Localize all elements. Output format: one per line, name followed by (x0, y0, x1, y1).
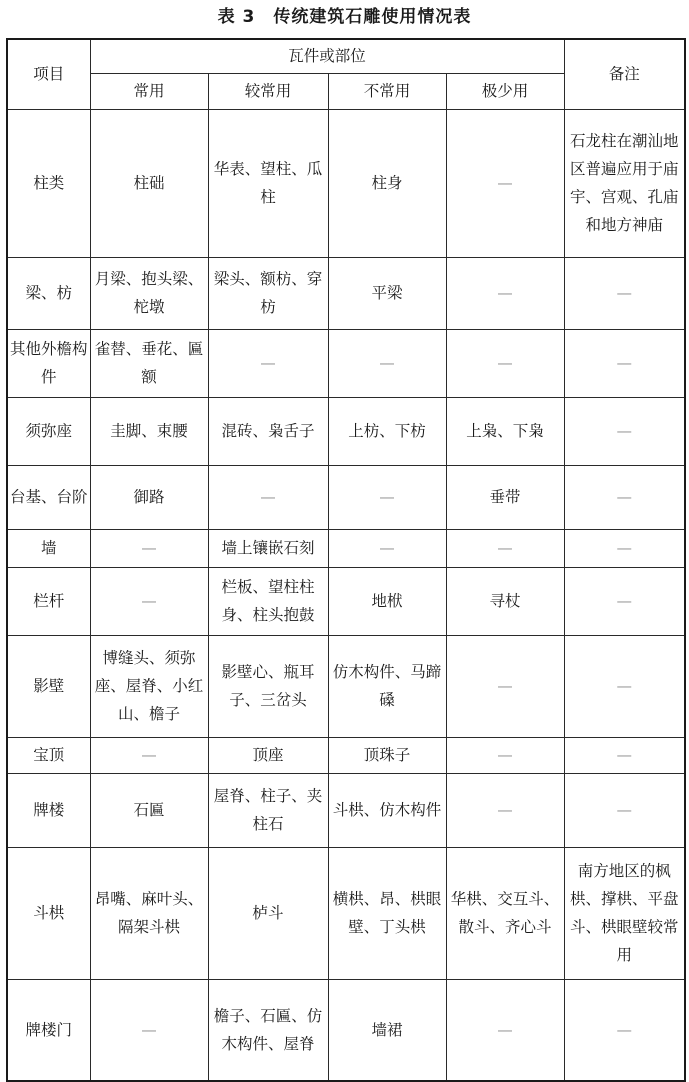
cell-uncommon: 斗栱、仿木构件 (328, 773, 446, 847)
cell-item: 栏杆 (7, 567, 90, 635)
cell-fairly-common: 顶座 (208, 737, 328, 773)
cell-common: 雀替、垂花、匾额 (90, 329, 208, 397)
cell-fairly-common: 栏板、望柱柱身、柱头抱鼓 (208, 567, 328, 635)
cell-common: 昂嘴、麻叶头、隔架斗栱 (90, 847, 208, 979)
cell-note: — (564, 737, 685, 773)
cell-uncommon: — (328, 529, 446, 567)
cell-fairly-common: — (208, 329, 328, 397)
cell-rare: — (446, 737, 564, 773)
cell-item: 斗栱 (7, 847, 90, 979)
cell-uncommon: 仿木构件、马蹄磉 (328, 635, 446, 737)
cell-uncommon: 横栱、昂、栱眼壁、丁头栱 (328, 847, 446, 979)
cell-common: 石匾 (90, 773, 208, 847)
cell-uncommon: 顶珠子 (328, 737, 446, 773)
cell-common: 圭脚、束腰 (90, 397, 208, 465)
cell-note: — (564, 635, 685, 737)
cell-item: 梁、枋 (7, 257, 90, 329)
cell-note: — (564, 979, 685, 1081)
header-col-fairly-common: 较常用 (208, 73, 328, 109)
cell-common: — (90, 979, 208, 1081)
table-row (7, 257, 685, 329)
header-row-1 (7, 39, 685, 73)
header-item: 项目 (7, 39, 90, 109)
cell-note: — (564, 567, 685, 635)
cell-common: 御路 (90, 465, 208, 529)
table-row (7, 737, 685, 773)
cell-note: 石龙柱在潮汕地区普遍应用于庙宇、宫观、孔庙和地方神庙 (564, 109, 685, 257)
cell-rare: 华栱、交互斗、散斗、齐心斗 (446, 847, 564, 979)
cell-item: 宝顶 (7, 737, 90, 773)
cell-common: 博缝头、须弥座、屋脊、小红山、檐子 (90, 635, 208, 737)
stone-carving-table (6, 38, 686, 1082)
cell-fairly-common: — (208, 465, 328, 529)
cell-note: — (564, 397, 685, 465)
cell-note: — (564, 529, 685, 567)
cell-common: 月梁、抱头梁、柁墩 (90, 257, 208, 329)
cell-item: 台基、台阶 (7, 465, 90, 529)
cell-rare: — (446, 979, 564, 1081)
cell-common: — (90, 529, 208, 567)
cell-fairly-common: 华表、望柱、瓜柱 (208, 109, 328, 257)
cell-note: 南方地区的枫栱、撑栱、平盘斗、栱眼壁较常用 (564, 847, 685, 979)
cell-fairly-common: 混砖、枭舌子 (208, 397, 328, 465)
cell-rare: — (446, 109, 564, 257)
table-row (7, 397, 685, 465)
cell-note: — (564, 329, 685, 397)
cell-item: 须弥座 (7, 397, 90, 465)
cell-uncommon: 地栿 (328, 567, 446, 635)
cell-common: — (90, 567, 208, 635)
cell-rare: — (446, 529, 564, 567)
header-col-uncommon: 不常用 (328, 73, 446, 109)
table-row (7, 773, 685, 847)
cell-note: — (564, 257, 685, 329)
table-row (7, 567, 685, 635)
cell-fairly-common: 影壁心、瓶耳子、三岔头 (208, 635, 328, 737)
cell-fairly-common: 屋脊、柱子、夹柱石 (208, 773, 328, 847)
cell-uncommon: 墙裙 (328, 979, 446, 1081)
cell-common: 柱础 (90, 109, 208, 257)
cell-rare: — (446, 635, 564, 737)
cell-item: 牌楼门 (7, 979, 90, 1081)
cell-rare: — (446, 773, 564, 847)
cell-rare: 上枭、下枭 (446, 397, 564, 465)
table-row (7, 109, 685, 257)
table-row (7, 465, 685, 529)
cell-uncommon: 柱身 (328, 109, 446, 257)
cell-fairly-common: 梁头、额枋、穿枋 (208, 257, 328, 329)
table-row (7, 329, 685, 397)
cell-item: 牌楼 (7, 773, 90, 847)
cell-uncommon: 平梁 (328, 257, 446, 329)
cell-rare: — (446, 329, 564, 397)
cell-note: — (564, 465, 685, 529)
table-row (7, 635, 685, 737)
cell-common: — (90, 737, 208, 773)
cell-item: 柱类 (7, 109, 90, 257)
cell-fairly-common: 栌斗 (208, 847, 328, 979)
cell-fairly-common: 墙上镶嵌石刻 (208, 529, 328, 567)
header-col-common: 常用 (90, 73, 208, 109)
cell-rare: 垂带 (446, 465, 564, 529)
cell-uncommon: — (328, 329, 446, 397)
cell-uncommon: 上枋、下枋 (328, 397, 446, 465)
table-title: 表 3 传统建筑石雕使用情况表 (217, 7, 472, 27)
cell-item: 其他外檐构件 (7, 329, 90, 397)
cell-rare: — (446, 257, 564, 329)
table-row (7, 847, 685, 979)
cell-item: 墙 (7, 529, 90, 567)
cell-uncommon: — (328, 465, 446, 529)
header-note: 备注 (564, 39, 685, 109)
header-col-rare: 极少用 (446, 73, 564, 109)
table-row (7, 529, 685, 567)
table-row (7, 979, 685, 1081)
cell-item: 影壁 (7, 635, 90, 737)
header-group: 瓦件或部位 (90, 39, 564, 73)
cell-rare: 寻杖 (446, 567, 564, 635)
cell-fairly-common: 檐子、石匾、仿木构件、屋脊 (208, 979, 328, 1081)
cell-note: — (564, 773, 685, 847)
